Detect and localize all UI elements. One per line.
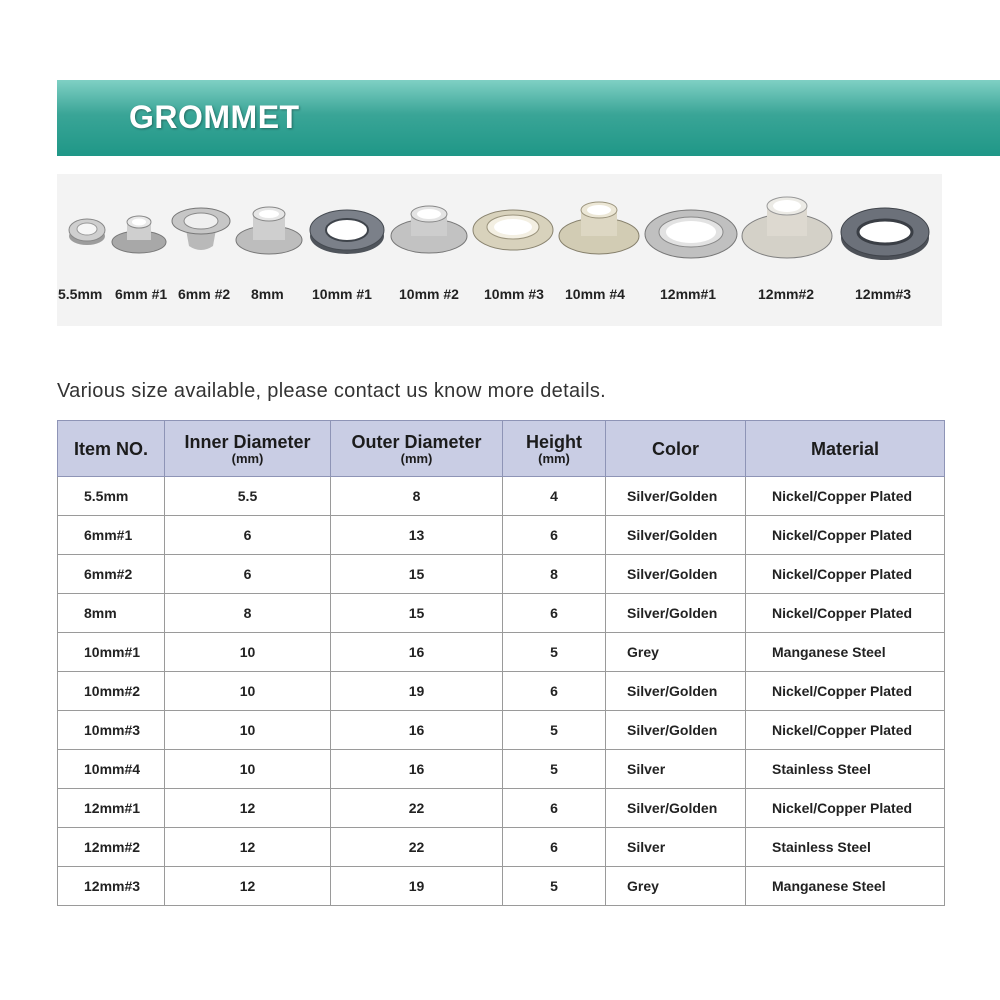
cell-material: Manganese Steel: [746, 867, 945, 906]
column-header-material: Material: [746, 421, 945, 477]
cell-inner-diameter: 8: [165, 594, 331, 633]
cell-inner-diameter: 12: [165, 789, 331, 828]
grommet-photo-strip: [57, 174, 942, 326]
cell-color: Silver/Golden: [606, 594, 746, 633]
cell-color: Grey: [606, 867, 746, 906]
grommet-item: [111, 174, 171, 326]
cell-item-no: 6mm#1: [58, 516, 165, 555]
cell-height: 6: [503, 672, 606, 711]
cell-height: 6: [503, 789, 606, 828]
cell-item-no: 8mm: [58, 594, 165, 633]
grommet-item: [171, 174, 233, 326]
grommet-label: 10mm #2: [399, 286, 459, 302]
table-row: [58, 750, 945, 789]
cell-height: 8: [503, 555, 606, 594]
cell-item-no: 12mm#3: [58, 867, 165, 906]
cell-height: 5: [503, 711, 606, 750]
section-banner: [57, 80, 1000, 156]
cell-height: 6: [503, 594, 606, 633]
cell-outer-diameter: 22: [331, 828, 503, 867]
grommet-6mm-2-image: [171, 174, 233, 274]
cell-material: Nickel/Copper Plated: [746, 594, 945, 633]
table-row: [58, 711, 945, 750]
grommet-12mm-3-image: [839, 174, 935, 274]
cell-inner-diameter: 6: [165, 555, 331, 594]
cell-outer-diameter: 19: [331, 867, 503, 906]
grommet-label: 12mm#1: [660, 286, 717, 302]
cell-item-no: 10mm#4: [58, 750, 165, 789]
grommet-label: 12mm#2: [758, 286, 815, 302]
column-header-height: Height (mm): [503, 421, 606, 477]
cell-material: Stainless Steel: [746, 750, 945, 789]
cell-outer-diameter: 13: [331, 516, 503, 555]
cell-inner-diameter: 6: [165, 516, 331, 555]
cell-color: Silver/Golden: [606, 672, 746, 711]
grommet-item: [389, 174, 469, 326]
grommet-label: 12mm#3: [855, 286, 912, 302]
grommet-item: [471, 174, 557, 326]
table-row: [58, 828, 945, 867]
grommet-10mm-4-image: [557, 174, 641, 274]
column-header-color: Color: [606, 421, 746, 477]
cell-outer-diameter: 16: [331, 633, 503, 672]
grommet-label: 6mm #1: [115, 286, 168, 302]
grommet-item: [557, 174, 641, 326]
grommet-12mm-1-image: [643, 174, 739, 274]
cell-outer-diameter: 15: [331, 555, 503, 594]
cell-color: Silver/Golden: [606, 477, 746, 516]
table-row: [58, 867, 945, 906]
column-header-inner-diameter: Inner Diameter (mm): [165, 421, 331, 477]
grommet-item: [307, 174, 387, 326]
table-header-row: [58, 421, 945, 477]
table-row: [58, 789, 945, 828]
grommet-label: 10mm #3: [484, 286, 544, 302]
cell-color: Silver/Golden: [606, 711, 746, 750]
grommet-10mm-2-image: [389, 174, 469, 274]
cell-color: Silver/Golden: [606, 789, 746, 828]
cell-material: Nickel/Copper Plated: [746, 672, 945, 711]
cell-color: Silver: [606, 750, 746, 789]
cell-material: Manganese Steel: [746, 633, 945, 672]
grommet-10mm-3-image: [471, 174, 557, 274]
cell-inner-diameter: 10: [165, 633, 331, 672]
grommet-6mm-1-image: [111, 174, 171, 274]
cell-height: 4: [503, 477, 606, 516]
column-header-item-no: Item NO.: [58, 421, 165, 477]
cell-material: Nickel/Copper Plated: [746, 789, 945, 828]
grommet-item: [235, 174, 305, 326]
table-row: [58, 555, 945, 594]
cell-outer-diameter: 19: [331, 672, 503, 711]
grommet-label: 8mm: [251, 286, 284, 302]
cell-item-no: 6mm#2: [58, 555, 165, 594]
grommet-12mm-2-image: [741, 174, 837, 274]
cell-material: Nickel/Copper Plated: [746, 477, 945, 516]
cell-item-no: 12mm#1: [58, 789, 165, 828]
table-row: [58, 633, 945, 672]
grommet-10mm-1-image: [307, 174, 387, 274]
cell-outer-diameter: 16: [331, 711, 503, 750]
cell-material: Nickel/Copper Plated: [746, 555, 945, 594]
cell-height: 6: [503, 828, 606, 867]
cell-item-no: 12mm#2: [58, 828, 165, 867]
cell-outer-diameter: 22: [331, 789, 503, 828]
cell-color: Grey: [606, 633, 746, 672]
grommet-item: [57, 174, 113, 326]
grommet-label: 6mm #2: [178, 286, 231, 302]
section-title: GROMMET: [129, 99, 300, 135]
column-header-outer-diameter: Outer Diameter (mm): [331, 421, 503, 477]
cell-item-no: 5.5mm: [58, 477, 165, 516]
cell-inner-diameter: 5.5: [165, 477, 331, 516]
grommet-spec-table: [57, 420, 945, 906]
cell-inner-diameter: 10: [165, 711, 331, 750]
cell-height: 5: [503, 633, 606, 672]
availability-notice: Various size available, please contact us know more details.: [57, 380, 607, 402]
grommet-label: 10mm #1: [312, 286, 372, 302]
table-row: [58, 516, 945, 555]
cell-inner-diameter: 10: [165, 672, 331, 711]
cell-height: 6: [503, 516, 606, 555]
cell-height: 5: [503, 750, 606, 789]
grommet-label: 5.5mm: [58, 286, 103, 302]
cell-item-no: 10mm#1: [58, 633, 165, 672]
cell-inner-diameter: 12: [165, 867, 331, 906]
cell-material: Nickel/Copper Plated: [746, 711, 945, 750]
cell-material: Nickel/Copper Plated: [746, 516, 945, 555]
grommet-item: [643, 174, 739, 326]
table-row: [58, 672, 945, 711]
cell-outer-diameter: 8: [331, 477, 503, 516]
cell-color: Silver/Golden: [606, 516, 746, 555]
cell-inner-diameter: 12: [165, 828, 331, 867]
table-row: [58, 477, 945, 516]
grommet-item: [741, 174, 837, 326]
grommet-5-5mm-image: [57, 174, 117, 274]
cell-inner-diameter: 10: [165, 750, 331, 789]
cell-outer-diameter: 15: [331, 594, 503, 633]
cell-outer-diameter: 16: [331, 750, 503, 789]
cell-item-no: 10mm#2: [58, 672, 165, 711]
cell-item-no: 10mm#3: [58, 711, 165, 750]
grommet-label: 10mm #4: [565, 286, 625, 302]
cell-material: Stainless Steel: [746, 828, 945, 867]
cell-color: Silver/Golden: [606, 555, 746, 594]
cell-color: Silver: [606, 828, 746, 867]
grommet-8mm-image: [235, 174, 305, 274]
table-row: [58, 594, 945, 633]
grommet-item: [839, 174, 935, 326]
cell-height: 5: [503, 867, 606, 906]
